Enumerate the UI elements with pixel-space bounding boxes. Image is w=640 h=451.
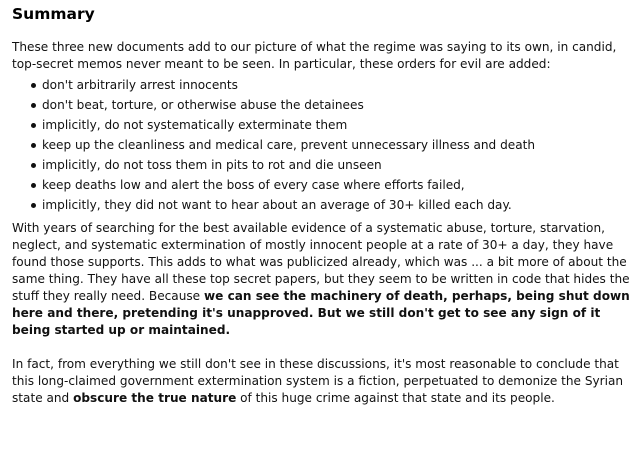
- bullet-icon: [31, 123, 36, 128]
- list-item: [31, 195, 640, 215]
- list-item: [31, 155, 640, 175]
- body-paragraph-conclusion: [12, 356, 640, 407]
- list-item: [31, 75, 640, 95]
- bullet-icon: [31, 83, 36, 88]
- paragraph-text: of this huge crime against that state and its people.: [236, 391, 555, 405]
- list-item-text: implicitly, do not systematically exterminate them: [42, 118, 348, 132]
- bullet-icon: [31, 143, 36, 148]
- bullet-icon: [31, 103, 36, 108]
- body-paragraph-evidence: [12, 220, 640, 339]
- list-item-text: don't arbitrarily arrest innocents: [42, 78, 238, 92]
- list-item: [31, 135, 640, 155]
- paragraph-text: With years of searching for the best available evidence of a systematic abuse, torture, starvation, neglect, and systematic extermination of mostly innocent people at a rate of 30+ a day, they have found those supports. This adds to what was publicized already, which was ... a bit more of about the same thing. They have all these top secret papers, but they seem to be written in code that hides the stuff they really need. Because: [12, 221, 630, 303]
- bullet-icon: [31, 203, 36, 208]
- paragraph-text: In fact, from everything we still don't see in these discussions, it's most reasonable to conclude that this long-claimed government extermination system is a fiction, perpetuated to demonize the Syrian state and: [12, 357, 624, 405]
- bullet-icon: [31, 183, 36, 188]
- list-item-text: don't beat, torture, or otherwise abuse the detainees: [42, 98, 364, 112]
- list-item-text: keep deaths low and alert the boss of every case where efforts failed,: [42, 178, 465, 192]
- orders-list: [12, 75, 640, 215]
- list-item-text: implicitly, they did not want to hear about an average of 30+ killed each day.: [42, 198, 512, 212]
- list-item: [31, 115, 640, 135]
- section-title: Summary: [12, 5, 95, 23]
- bullet-icon: [31, 163, 36, 168]
- intro-paragraph: These three new documents add to our picture of what the regime was saying to its own, in candid, top-secret memos never meant to be seen. In particular, these orders for evil are added:: [12, 40, 617, 71]
- paragraph-emphasis: we can see the machinery of death, perhaps, being shut down here and there, pretending it's unapproved. But we still don't get to see any sign of it being started up or maintained.: [12, 289, 630, 337]
- list-item-text: keep up the cleanliness and medical care, prevent unnecessary illness and death: [42, 138, 536, 152]
- list-item: [31, 95, 640, 115]
- paragraph-emphasis: obscure the true nature: [73, 391, 237, 405]
- list-item-text: implicitly, do not toss them in pits to rot and die unseen: [42, 158, 382, 172]
- list-item: [31, 175, 640, 195]
